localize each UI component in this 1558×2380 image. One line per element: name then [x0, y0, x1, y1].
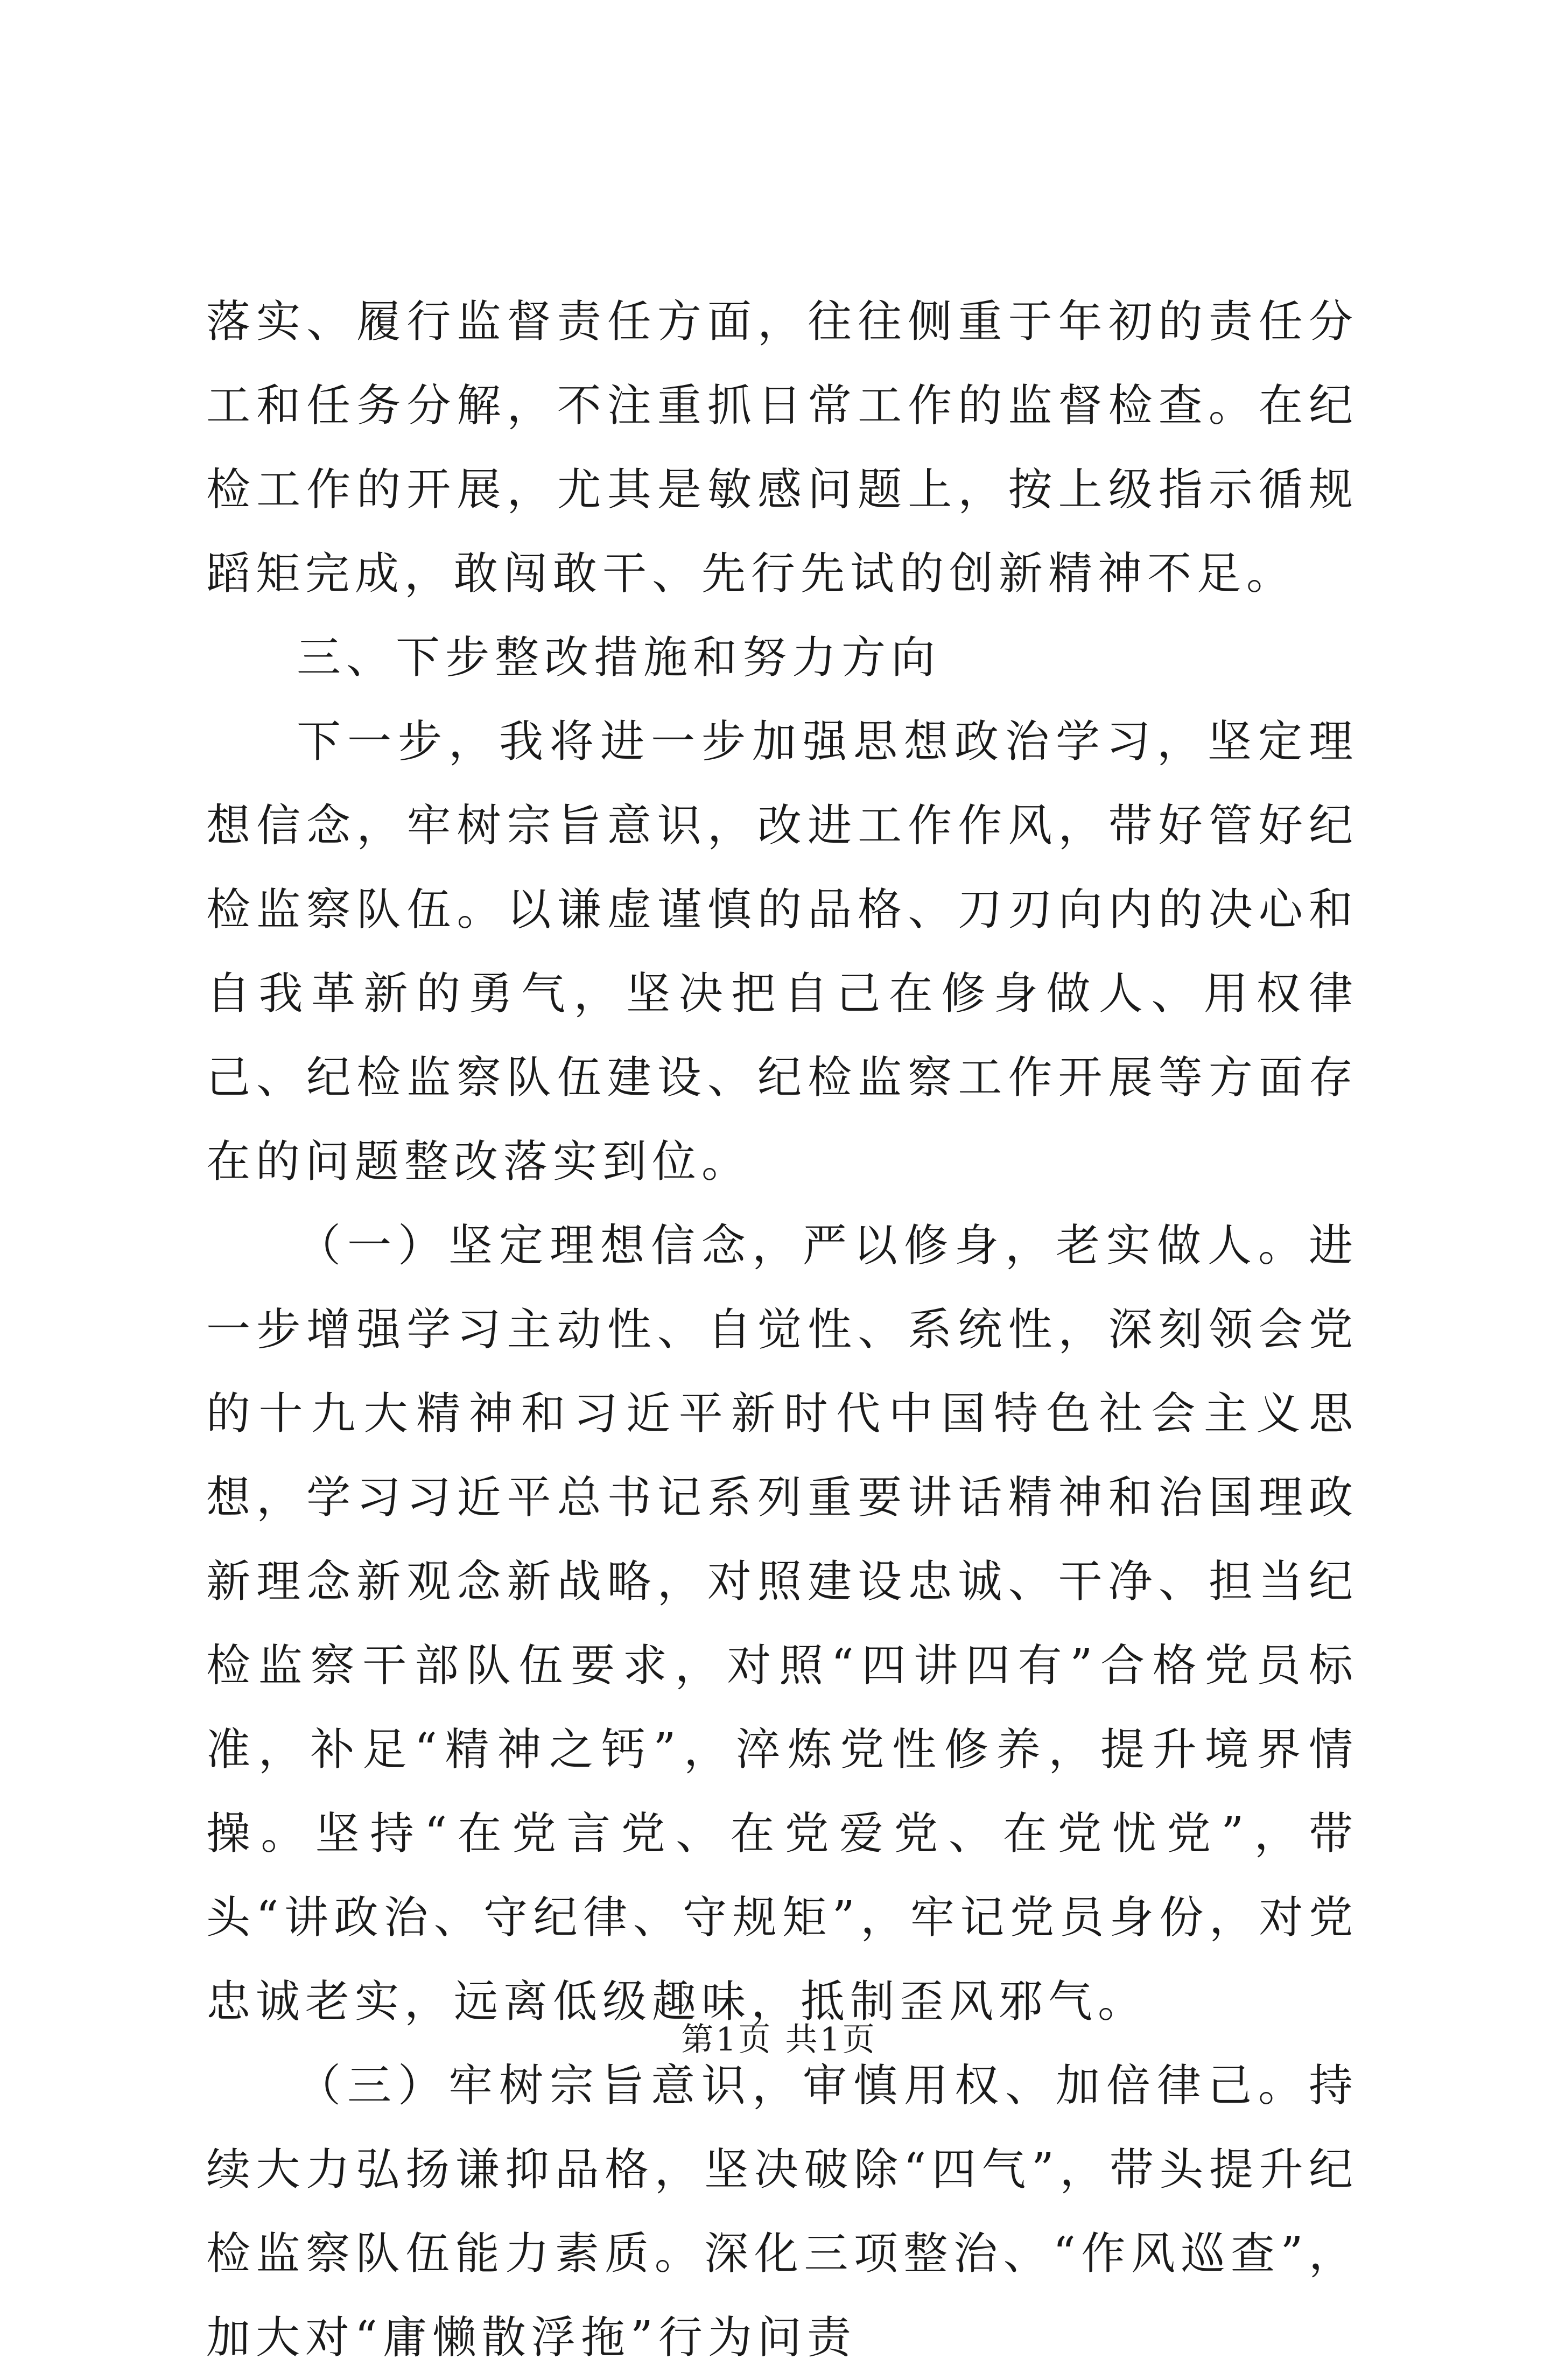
page-footer: 第1页 共1页	[681, 2021, 877, 2059]
section-heading: 三、下步整改措施和努力方向	[297, 632, 941, 683]
paragraph-item-one: （一）坚定理想信念，严以修身，老实做人。进一步增强学习主动性、自觉性、系统性，深刻领会党的十九大精神和习近平新时代中国特色社会主义思想，学习习近平总书记系列重要讲话精神和治国理政新理念新观念新战略，对照建设忠诚、干净、担当纪检监察干部队伍要求，对照“四讲四有”合格党员标准，补足“精神之钙”，淬炼党性修养，提升境界情操。坚持“在党言党、在党爱党、在党忧党”，带头“讲政治、守纪律、守规矩”，牢记党员身份，对党忠诚老实，远离低级趣味，抵制歪风邪气。	[206, 1220, 1358, 2027]
document-body	[206, 280, 1358, 2380]
paragraph-item-three: （三）牢树宗旨意识，审慎用权、加倍律己。持续大力弘扬谦抑品格，坚决破除“四气”，带头提升纪检监察队伍能力素质。深化三项整治、“作风巡查”，加大对“庸懒散浮拖”行为问责	[206, 2060, 1358, 2363]
paragraph-continuation: 落实、履行监督责任方面，往往侧重于年初的责任分工和任务分解，不注重抓日常工作的监督检查。在纪检工作的开展，尤其是敏感问题上，按上级指示循规蹈矩完成，敢闯敢干、先行先试的创新精神不足。	[206, 296, 1358, 599]
paragraph-next-steps: 下一步，我将进一步加强思想政治学习，坚定理想信念，牢树宗旨意识，改进工作作风，带好管好纪检监察队伍。以谦虚谨慎的品格、刀刃向内的决心和自我革新的勇气，坚决把自己在修身做人、用权律己、纪检监察队伍建设、纪检监察工作开展等方面存在的问题整改落实到位。	[206, 716, 1358, 1187]
